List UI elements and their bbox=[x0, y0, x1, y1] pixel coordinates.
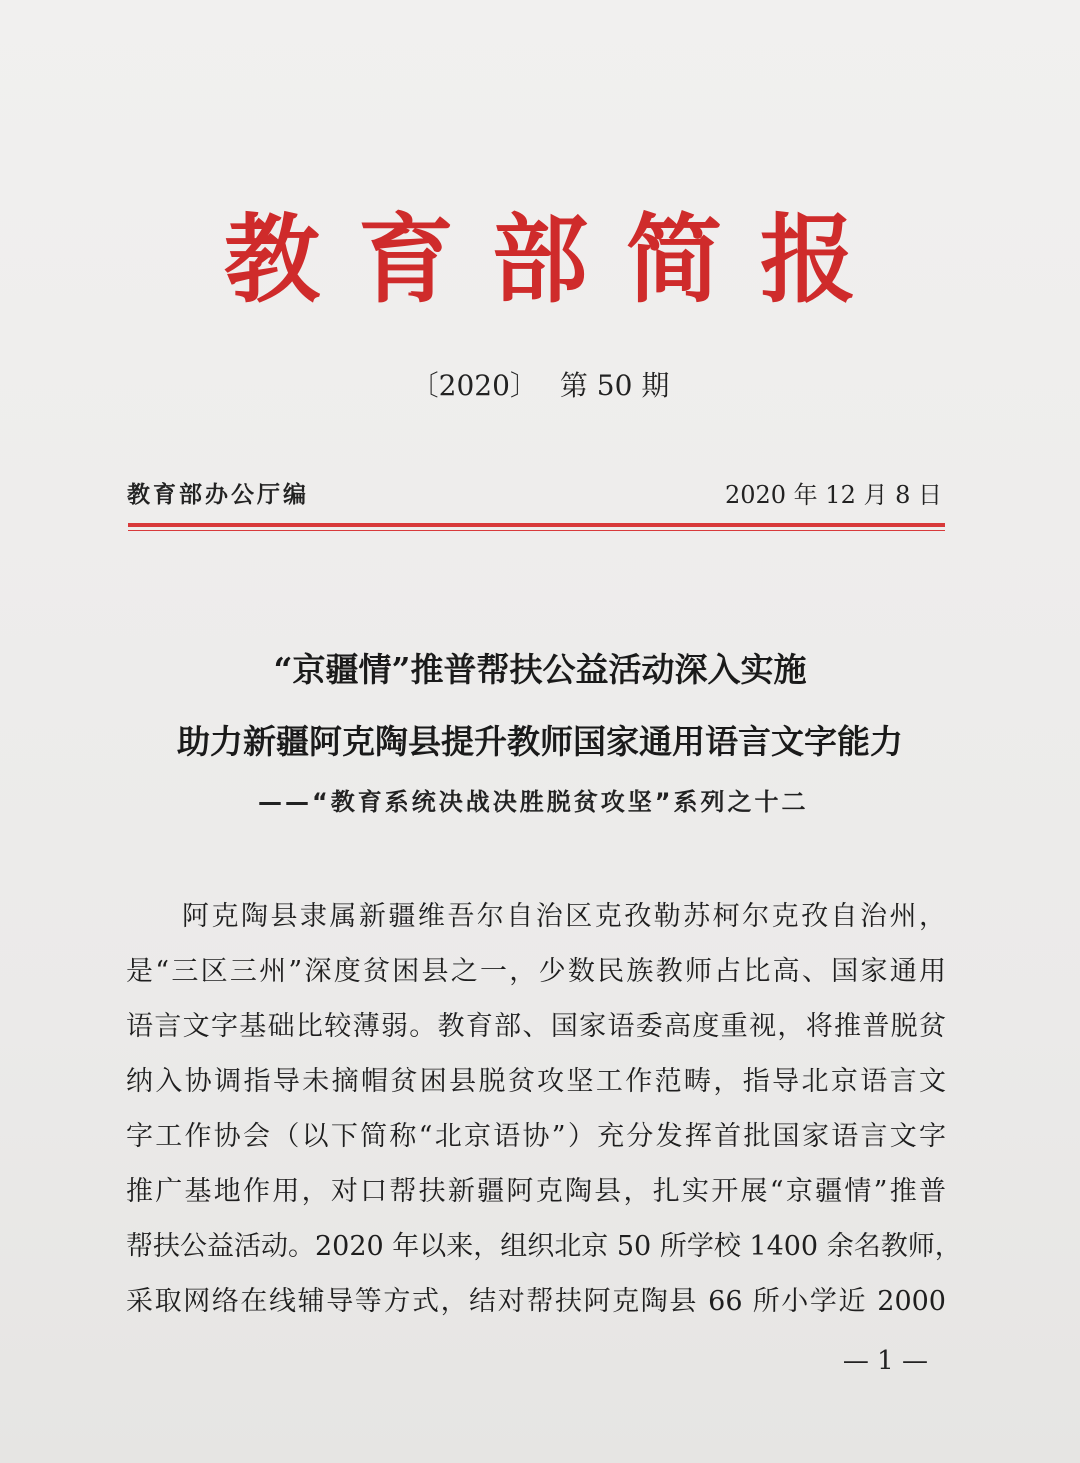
article-title-line-1: “京疆情”推普帮扶公益活动深入实施 bbox=[273, 650, 807, 689]
issue-year: 〔2020〕 bbox=[410, 369, 538, 402]
body-line: 阿克陶县隶属新疆维吾尔自治区克孜勒苏柯尔克孜自治州， bbox=[182, 901, 946, 932]
red-rule-thick bbox=[128, 523, 945, 527]
article-body bbox=[126, 889, 962, 1329]
issue-date: 2020 年 12 月 8 日 bbox=[724, 481, 942, 509]
body-line: 纳入协调指导未摘帽贫困县脱贫攻坚工作范畴，指导北京语言文 bbox=[126, 1066, 946, 1097]
body-line: 推广基地作用，对口帮扶新疆阿克陶县，扎实开展“京疆情”推普 bbox=[126, 1176, 946, 1207]
issue-number: 第 50 期 bbox=[559, 369, 670, 402]
masthead-title: 教育部简报 bbox=[224, 203, 894, 316]
red-rule-thin bbox=[128, 530, 945, 531]
article-title-line-2: 助力新疆阿克陶县提升教师国家通用语言文字能力 bbox=[177, 722, 903, 761]
page-number: — 1 — bbox=[842, 1346, 928, 1376]
editor-label: 教育部办公厅编 bbox=[127, 482, 309, 508]
body-line: 语言文字基础比较薄弱。教育部、国家语委高度重视，将推普脱贫 bbox=[126, 1011, 946, 1042]
issue-line bbox=[0, 366, 1080, 406]
body-line: 帮扶公益活动。2020 年以来，组织北京 50 所学校 1400 余名教师， bbox=[126, 1231, 962, 1262]
body-line: 字工作协会（以下简称“北京语协”）充分发挥首批国家语言文字 bbox=[126, 1121, 946, 1152]
body-line: 是“三区三州”深度贫困县之一，少数民族教师占比高、国家通用 bbox=[126, 956, 946, 987]
body-line: 采取网络在线辅导等方式，结对帮扶阿克陶县 66 所小学近 2000 bbox=[126, 1286, 946, 1317]
article-subtitle: ——“教育系统决战决胜脱贫攻坚”系列之十二 bbox=[258, 788, 809, 816]
